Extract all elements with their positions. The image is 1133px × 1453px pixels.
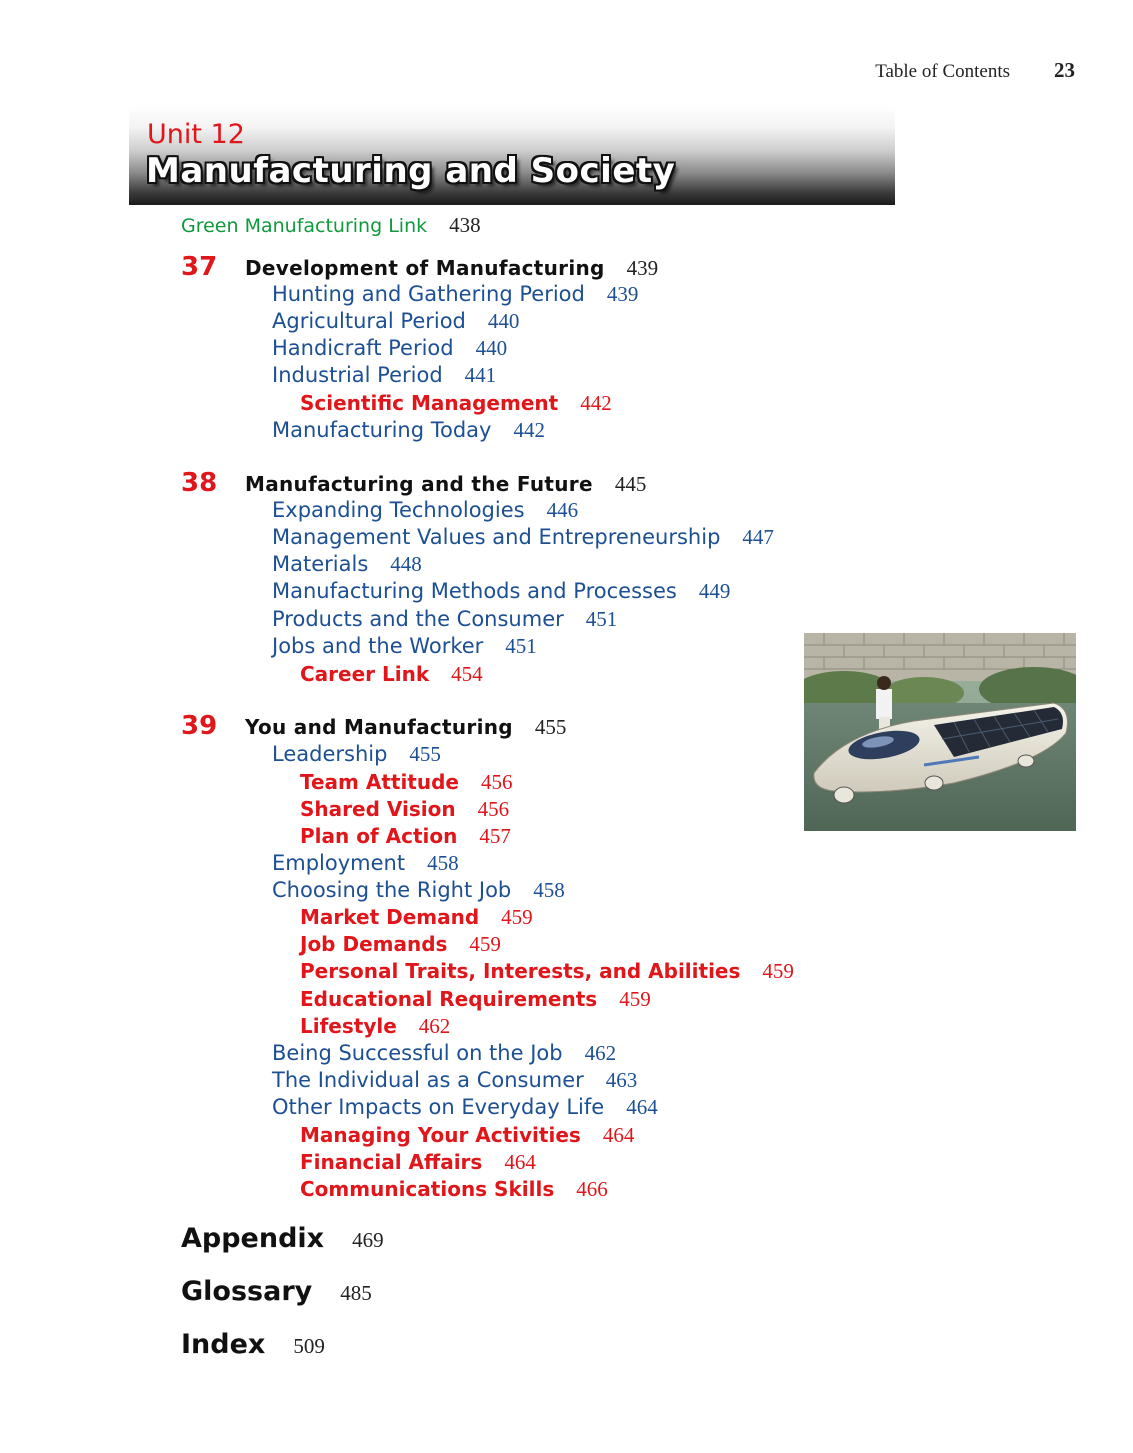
toc-entry-label: Leadership	[272, 742, 388, 766]
back-matter-label: Index	[181, 1329, 266, 1360]
toc-entry-label: The Individual as a Consumer	[272, 1068, 584, 1092]
chapter-page: 439	[626, 256, 659, 280]
green-manufacturing-link-entry[interactable]	[181, 213, 481, 238]
toc-entry-page: 442	[580, 391, 612, 415]
chapter-number: 39	[181, 711, 218, 741]
toc-entry-label: Industrial Period	[272, 363, 443, 387]
toc-entry[interactable]	[272, 579, 730, 604]
toc-entry-page: 456	[480, 770, 513, 794]
chapter-page: 455	[534, 715, 567, 739]
toc-entry-page: 448	[390, 552, 422, 576]
back-matter-label: Glossary	[181, 1276, 313, 1307]
toc-entry[interactable]	[272, 498, 578, 523]
chapter-39-heading[interactable]	[181, 711, 566, 741]
toc-entry-label: Scientific Management	[300, 391, 559, 415]
toc-entry-label: Other Impacts on Everyday Life	[272, 1095, 605, 1119]
unit-title: Manufacturing and Society	[146, 151, 676, 191]
chapter-title: You and Manufacturing	[245, 715, 513, 739]
toc-subentry[interactable]	[300, 824, 511, 849]
toc-entry-label: Educational Requirements	[300, 987, 598, 1011]
back-matter-page: 485	[340, 1281, 372, 1305]
toc-entry[interactable]	[272, 851, 459, 876]
toc-subentry[interactable]	[300, 391, 612, 416]
toc-subentry[interactable]	[300, 1014, 450, 1039]
toc-entry[interactable]	[272, 418, 545, 443]
toc-subentry[interactable]	[300, 987, 651, 1012]
toc-entry-page: 456	[477, 797, 510, 821]
toc-entry[interactable]	[272, 1068, 637, 1093]
toc-entry-page: 438	[449, 213, 481, 237]
toc-entry-label: Being Successful on the Job	[272, 1041, 563, 1065]
toc-entry-page: 462	[418, 1014, 451, 1038]
chapter-title: Manufacturing and the Future	[245, 472, 593, 496]
toc-entry-page: 459	[762, 959, 794, 983]
toc-entry-label: Job Demands	[300, 932, 448, 956]
toc-entry-label: Jobs and the Worker	[272, 634, 484, 658]
toc-entry-label: Materials	[272, 552, 369, 576]
toc-subentry[interactable]	[300, 797, 509, 822]
chapter-number: 37	[181, 252, 218, 282]
toc-entry-label: Lifestyle	[300, 1014, 397, 1038]
toc-entry-label: Employment	[272, 851, 406, 875]
toc-entry-page: 464	[602, 1123, 635, 1147]
toc-entry-page: 457	[479, 824, 511, 848]
toc-entry-label: Hunting and Gathering Period	[272, 282, 585, 306]
toc-entry-page: 441	[464, 363, 497, 387]
toc-entry[interactable]	[272, 282, 638, 307]
toc-entry[interactable]	[272, 552, 422, 577]
toc-entry[interactable]	[272, 607, 617, 632]
appendix-entry[interactable]	[181, 1223, 384, 1254]
toc-entry-label: Green Manufacturing Link	[181, 215, 428, 237]
toc-entry-page: 440	[475, 336, 508, 360]
toc-entry-page: 451	[585, 607, 618, 631]
toc-entry[interactable]	[272, 336, 507, 361]
chapter-page: 445	[614, 472, 647, 496]
toc-entry-label: Team Attitude	[300, 770, 459, 794]
toc-subentry[interactable]	[300, 905, 533, 930]
toc-entry-label: Managing Your Activities	[300, 1123, 581, 1147]
toc-entry-label: Market Demand	[300, 905, 480, 929]
toc-entry[interactable]	[272, 363, 496, 388]
toc-entry-label: Career Link	[300, 662, 430, 686]
unit-label: Unit 12	[147, 119, 245, 150]
toc-entry-page: 458	[427, 851, 459, 875]
toc-entry[interactable]	[272, 878, 565, 903]
toc-entry-page: 464	[504, 1150, 536, 1174]
toc-entry-page: 449	[698, 579, 731, 603]
toc-entry-page: 458	[533, 878, 565, 902]
toc-entry-page: 454	[451, 662, 483, 686]
toc-entry-label: Handicraft Period	[272, 336, 454, 360]
toc-entry-label: Manufacturing Methods and Processes	[272, 579, 677, 603]
toc-entry-label: Shared Vision	[300, 797, 456, 821]
toc-entry-label: Management Values and Entrepreneurship	[272, 525, 721, 549]
chapter-37-heading[interactable]	[181, 252, 658, 282]
index-entry[interactable]	[181, 1329, 325, 1360]
toc-subentry[interactable]	[300, 770, 512, 795]
toc-entry-page: 440	[487, 309, 520, 333]
toc-entry-page: 459	[469, 932, 501, 956]
toc-entry-page: 439	[606, 282, 639, 306]
solar-car-photo	[804, 633, 1076, 831]
toc-subentry[interactable]	[300, 1177, 608, 1202]
toc-entry-page: 463	[605, 1068, 638, 1092]
toc-entry-label: Expanding Technologies	[272, 498, 525, 522]
chapter-title: Development of Manufacturing	[245, 256, 605, 280]
page-number: 23	[1054, 58, 1075, 82]
toc-entry-label: Products and the Consumer	[272, 607, 564, 631]
back-matter-page: 509	[293, 1334, 325, 1358]
solar-car-illustration	[804, 633, 1076, 831]
toc-entry[interactable]	[272, 1041, 616, 1066]
toc-entry[interactable]	[272, 309, 519, 334]
toc-entry-page: 447	[742, 525, 774, 549]
toc-subentry[interactable]	[300, 1123, 634, 1148]
toc-entry-page: 451	[505, 634, 537, 658]
toc-entry-page: 459	[501, 905, 533, 929]
toc-entry-label: Personal Traits, Interests, and Abilities	[300, 959, 741, 983]
toc-entry[interactable]	[272, 1095, 658, 1120]
chapter-number: 38	[181, 468, 218, 498]
toc-entry-label: Choosing the Right Job	[272, 878, 512, 902]
toc-entry-page: 464	[626, 1095, 658, 1119]
back-matter-label: Appendix	[181, 1223, 325, 1254]
toc-entry-page: 459	[619, 987, 651, 1011]
toc-entry[interactable]	[272, 525, 774, 550]
toc-entry-label: Financial Affairs	[300, 1150, 483, 1174]
back-matter-page: 469	[352, 1228, 384, 1252]
toc-entry[interactable]	[272, 742, 441, 767]
toc-entry-label: Plan of Action	[300, 824, 458, 848]
toc-entry-label: Communications Skills	[300, 1177, 555, 1201]
toc-entry-page: 462	[584, 1041, 617, 1065]
running-head-section: Table of Contents	[875, 61, 1010, 82]
toc-entry-page: 455	[409, 742, 441, 766]
glossary-entry[interactable]	[181, 1276, 372, 1307]
chapter-38-heading[interactable]	[181, 468, 646, 498]
toc-entry-page: 442	[513, 418, 545, 442]
toc-subentry[interactable]	[300, 932, 501, 957]
toc-entry-page: 446	[546, 498, 579, 522]
toc-entry-label: Agricultural Period	[272, 309, 466, 333]
toc-entry-label: Manufacturing Today	[272, 418, 492, 442]
toc-subentry[interactable]	[300, 662, 483, 687]
toc-entry[interactable]	[272, 634, 537, 659]
toc-entry-page: 466	[576, 1177, 608, 1201]
unit-banner	[129, 105, 895, 205]
toc-subentry[interactable]	[300, 1150, 536, 1175]
toc-subentry[interactable]	[300, 959, 794, 984]
running-head	[875, 58, 1075, 83]
